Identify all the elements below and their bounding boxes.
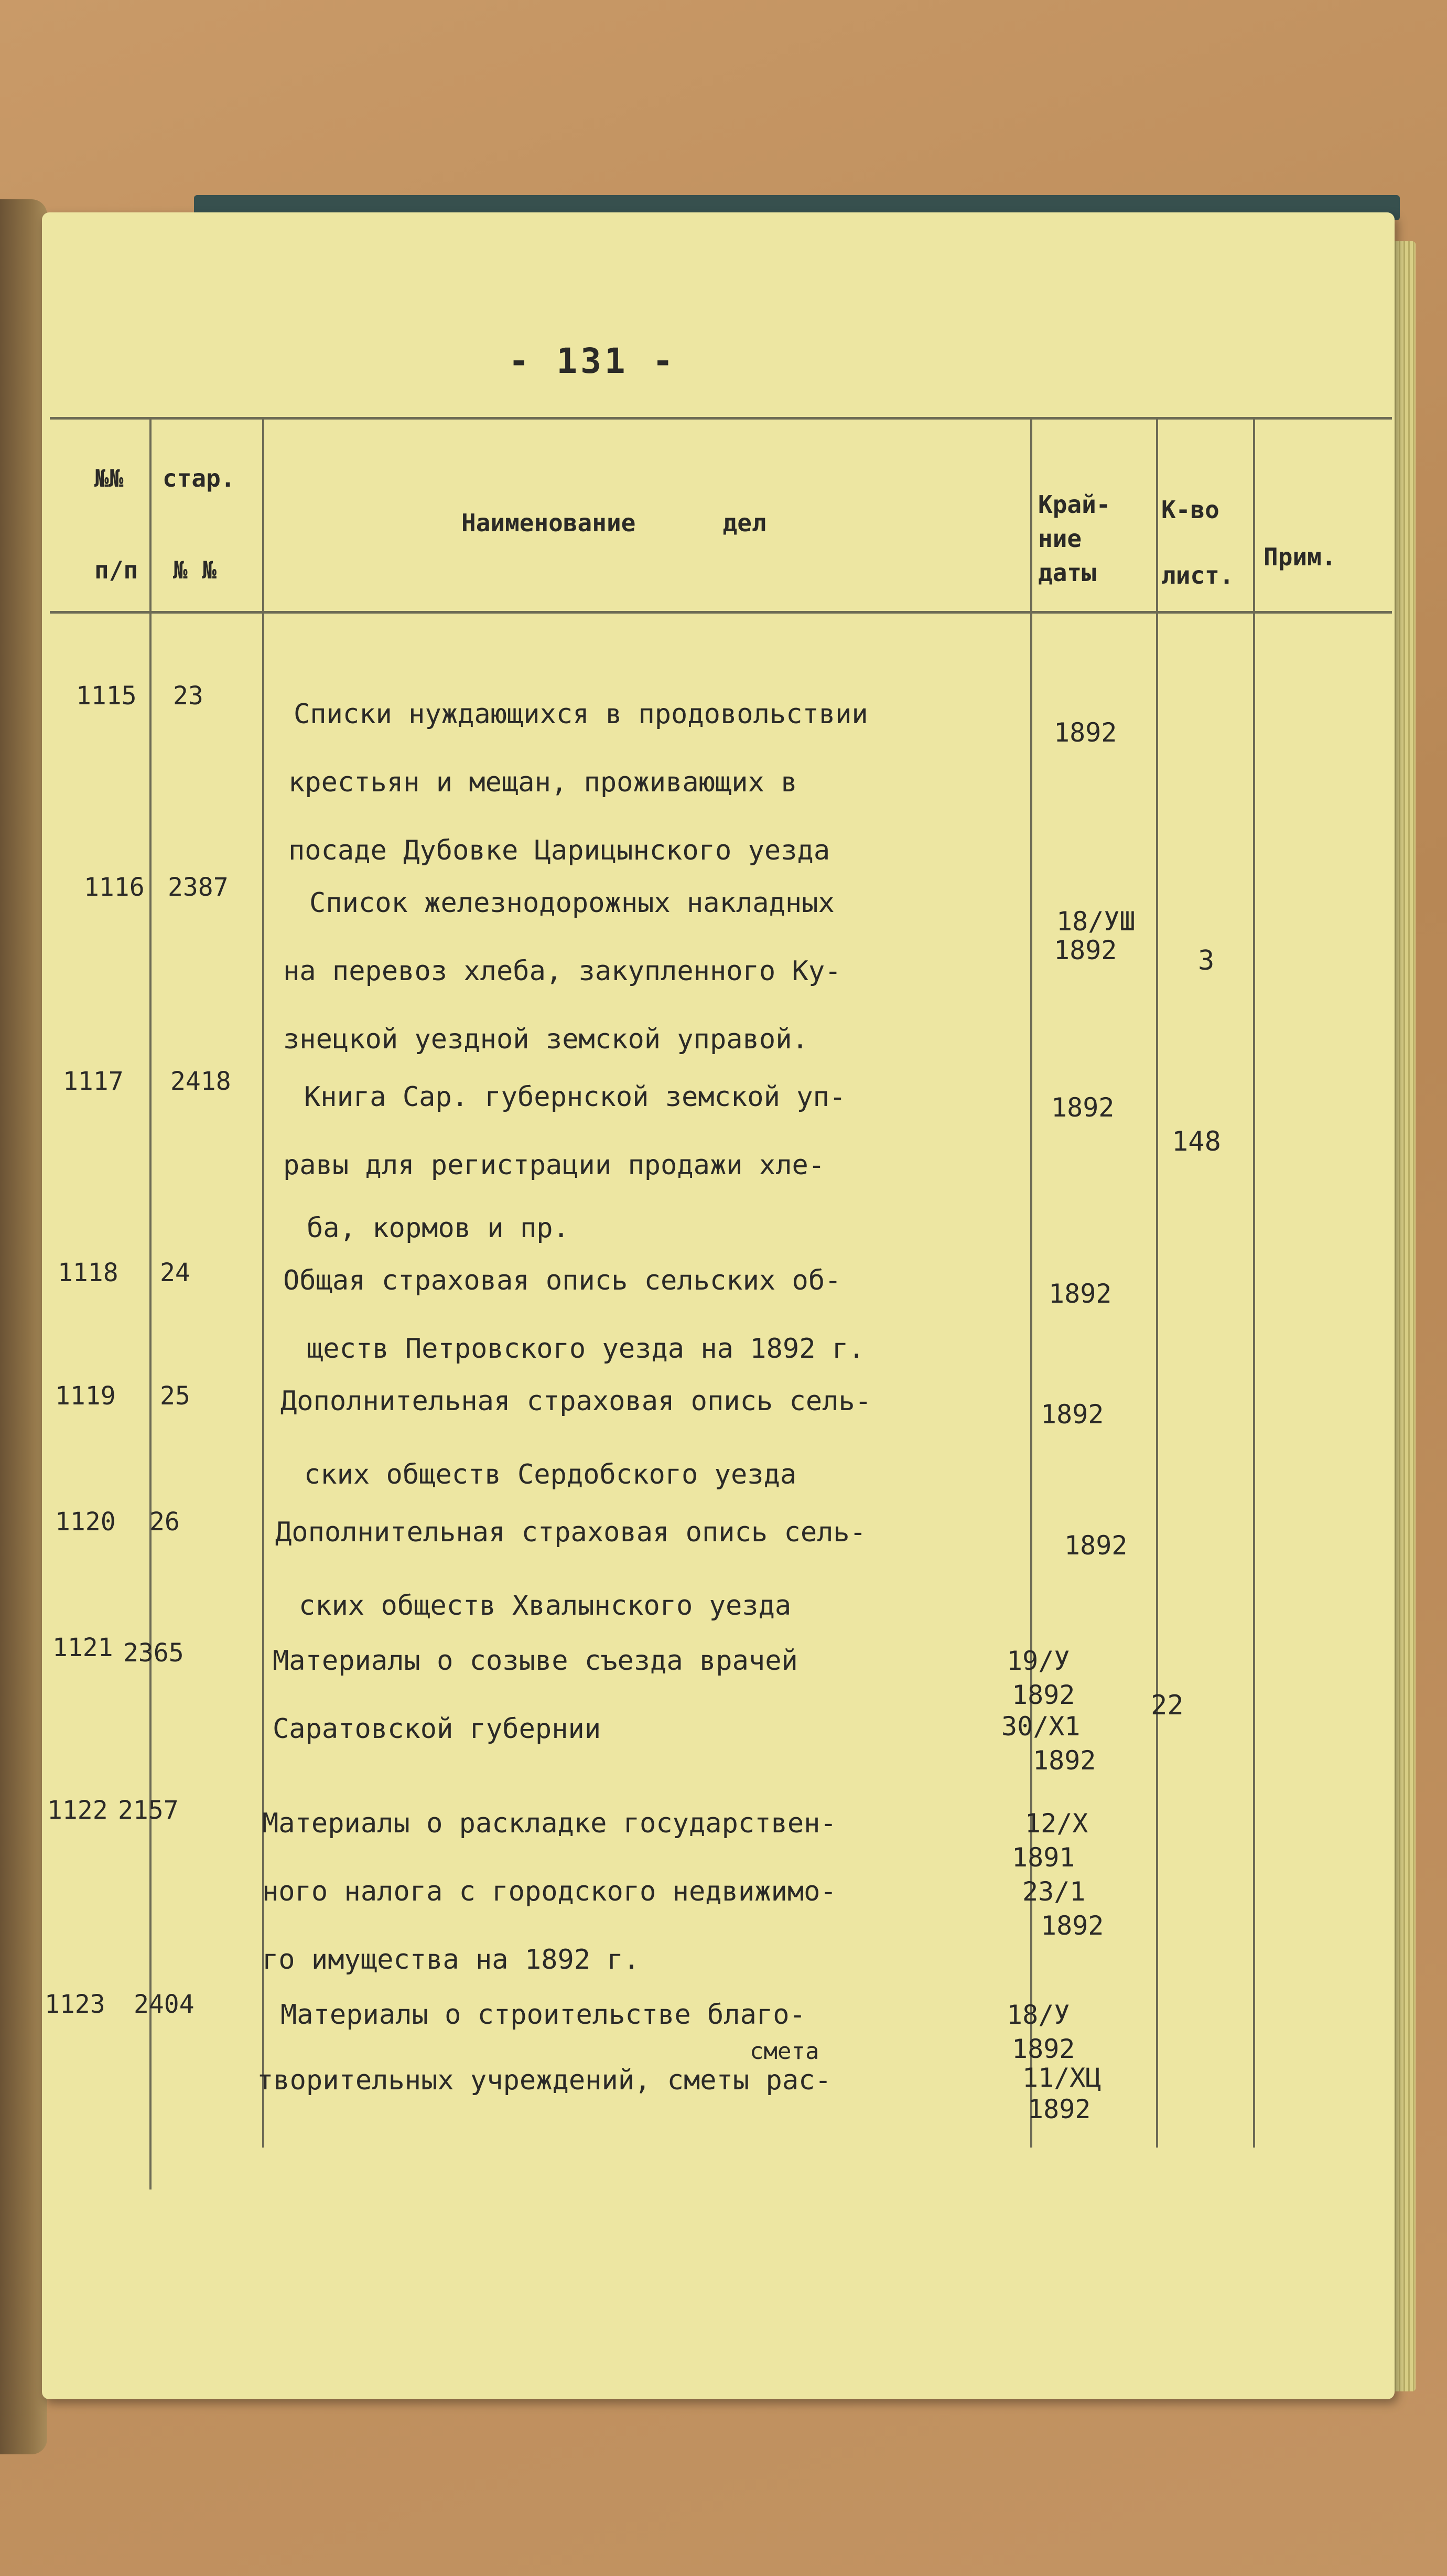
- header-dates-3: даты: [1038, 559, 1096, 587]
- row-1115-date-1: 1892: [1054, 717, 1117, 748]
- row-1115-number: 1115: [76, 681, 137, 711]
- row-1115-old: 23: [173, 681, 203, 711]
- header-old-bottom: № №: [173, 556, 217, 584]
- row-1116-date-2: 1892: [1054, 935, 1117, 965]
- row-1116-number: 1116: [84, 873, 145, 902]
- row-1121-date-2: 1892: [1012, 1680, 1075, 1710]
- binder-left-edge: [0, 199, 47, 2454]
- row-1116-date-1: 18/УШ: [1056, 906, 1136, 937]
- header-sheets-2: лист.: [1161, 561, 1234, 589]
- row-1117-line-2: равы для регистрации продажи хле-: [283, 1150, 825, 1181]
- row-1122-line-1: Материалы о раскладке государствен-: [262, 1808, 837, 1839]
- row-1120-number: 1120: [55, 1507, 116, 1537]
- header-old-top: стар.: [163, 464, 235, 492]
- row-1121-number: 1121: [52, 1633, 113, 1662]
- row-1119-old: 25: [160, 1381, 190, 1411]
- row-1118-old: 24: [160, 1258, 190, 1287]
- row-1120-date-1: 1892: [1064, 1530, 1128, 1561]
- header-title: Наименование дел: [461, 509, 766, 537]
- header-bottom-rule: [50, 611, 1392, 614]
- header-dates-2: ние: [1038, 524, 1082, 553]
- row-1117-line-3: ба, кормов и пр.: [307, 1212, 569, 1244]
- row-1121-sheets: 22: [1151, 1690, 1184, 1721]
- header-notes: Прим.: [1264, 543, 1336, 571]
- page-number: - 131 -: [508, 341, 677, 381]
- row-1123-old: 2404: [134, 1990, 195, 2019]
- header-number-top: №№: [94, 464, 124, 492]
- row-1120-line-1: Дополнительная страховая опись сель-: [275, 1517, 867, 1548]
- header-sheets-1: К-во: [1161, 496, 1219, 524]
- col-divider-4: [1156, 417, 1158, 2148]
- row-1122-date-2: 1891: [1012, 1842, 1075, 1873]
- row-1116-line-2: на перевоз хлеба, закупленного Ку-: [283, 956, 841, 987]
- row-1122-line-2: ного налога с городского недвижимо-: [262, 1876, 837, 1907]
- row-1120-old: 26: [149, 1507, 180, 1537]
- row-1123-insert: смета: [750, 2038, 819, 2065]
- row-1123-date-1: 18/У: [1007, 2000, 1070, 2030]
- row-1123-date-3: 11/ХЦ: [1022, 2063, 1102, 2093]
- row-1123-date-4: 1892: [1028, 2094, 1091, 2124]
- row-1115-line-1: Списки нуждающихся в продовольствии: [294, 699, 868, 730]
- row-1123-line-1: Материалы о строительстве благо-: [280, 1999, 806, 2031]
- row-1119-date-1: 1892: [1041, 1399, 1104, 1430]
- row-1117-sheets: 148: [1172, 1126, 1221, 1157]
- row-1122-line-3: го имущества на 1892 г.: [262, 1944, 640, 1976]
- row-1119-line-1: Дополнительная страховая опись сель-: [280, 1386, 872, 1417]
- row-1119-line-2: ских обществ Сердобского уезда: [304, 1459, 797, 1490]
- row-1117-number: 1117: [63, 1067, 124, 1096]
- row-1116-sheets: 3: [1198, 945, 1215, 976]
- row-1121-date-3: 30/Х1: [1001, 1711, 1081, 1742]
- row-1122-date-1: 12/Х: [1025, 1808, 1088, 1839]
- row-1123-line-2: творительных учреждений, сметы рас-: [257, 2065, 832, 2096]
- header-top-rule: [50, 417, 1392, 420]
- col-divider-5: [1253, 417, 1255, 2148]
- header-number-bottom: п/п: [94, 556, 138, 584]
- row-1117-date-1: 1892: [1051, 1092, 1115, 1123]
- row-1118-number: 1118: [58, 1258, 118, 1287]
- row-1123-number: 1123: [45, 1990, 105, 2019]
- row-1118-line-1: Общая страховая опись сельских об-: [283, 1265, 841, 1296]
- row-1116-old: 2387: [168, 873, 229, 902]
- row-1123-date-2: 1892: [1012, 2034, 1075, 2064]
- row-1121-date-1: 19/У: [1007, 1646, 1070, 1676]
- row-1116-line-3: знецкой уездной земской управой.: [283, 1024, 808, 1055]
- row-1117-line-1: Книга Сар. губернской земской уп-: [304, 1081, 846, 1113]
- row-1119-number: 1119: [55, 1381, 116, 1411]
- row-1122-date-4: 1892: [1041, 1910, 1104, 1941]
- row-1116-line-1: Список железнодорожных накладных: [309, 887, 835, 919]
- row-1122-number: 1122: [47, 1796, 108, 1825]
- row-1121-line-2: Саратовской губернии: [273, 1713, 601, 1745]
- row-1121-old: 2365: [123, 1638, 184, 1668]
- row-1118-date-1: 1892: [1049, 1279, 1112, 1309]
- row-1115-line-3: посаде Дубовке Царицынского уезда: [288, 835, 830, 866]
- row-1122-date-3: 23/1: [1022, 1876, 1086, 1907]
- row-1120-line-2: ских обществ Хвалынского уезда: [299, 1590, 792, 1622]
- row-1121-date-4: 1892: [1033, 1745, 1096, 1776]
- col-divider-1: [149, 417, 152, 2189]
- row-1115-line-2: крестьян и мещан, проживающих в: [288, 767, 797, 798]
- row-1122-old: 2157: [118, 1796, 179, 1825]
- header-dates-1: Край-: [1038, 490, 1111, 519]
- row-1118-line-2: ществ Петровского уезда на 1892 г.: [307, 1333, 865, 1365]
- row-1117-old: 2418: [170, 1067, 231, 1096]
- row-1121-line-1: Материалы о созыве съезда врачей: [273, 1645, 798, 1677]
